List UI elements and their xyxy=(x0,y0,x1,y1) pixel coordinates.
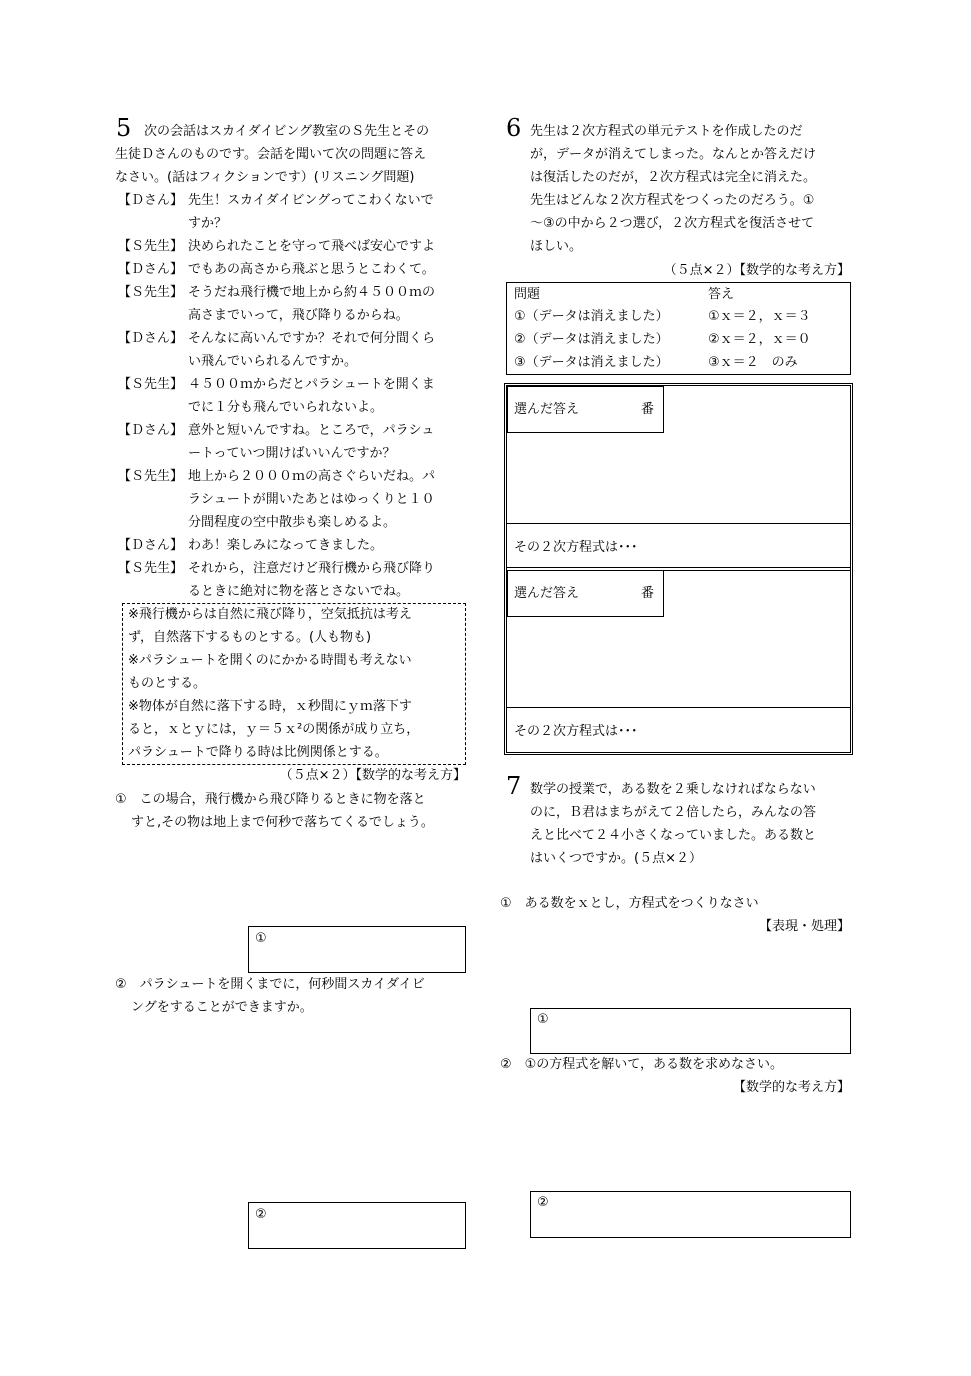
table-header-problem: 問題 xyxy=(514,287,541,302)
note-line: ず，自然落下するものとする。(人も物も) xyxy=(128,630,372,645)
answer-box-1[interactable] xyxy=(530,1008,851,1054)
speaker-label: 【Ｄさん】 xyxy=(118,193,184,208)
table-cell-answer: ③ｘ＝２ のみ xyxy=(708,355,798,370)
sub-question-2: ② ①の方程式を解いて，ある数を求めなさい。 xyxy=(500,1057,784,1072)
question-number: 7 xyxy=(506,772,522,800)
dialogue-line: 地上から２０００ｍの高さぐらいだね。パ xyxy=(188,469,436,484)
speaker-label: 【Ｄさん】 xyxy=(118,331,184,346)
dialogue-line: ４５００ｍからだとパラシュートを開くま xyxy=(188,377,435,392)
table-header-answer: 答え xyxy=(708,287,735,302)
table-cell-answer: ①ｘ＝２，ｘ＝３ xyxy=(708,309,811,324)
dialogue-line: そんなに高いんですか？それで何分間くら xyxy=(188,331,436,346)
dialogue-line: でに１分も飛んでいられないよ。 xyxy=(188,400,384,415)
question-text: 生徒Ｄさんのものです。会話を聞いて次の問題に答え xyxy=(115,147,426,162)
divider xyxy=(507,707,850,708)
note-line: ※パラシュートを開くのにかかる時間も考えない xyxy=(128,653,412,668)
note-line: ※物体が自然に落下する時，ｘ秒間にｙｍ落下す xyxy=(128,699,412,714)
speaker-label: 【Ｓ先生】 xyxy=(118,377,184,392)
question-text: 先生は２次方程式の単元テストを作成したのだ xyxy=(530,124,803,139)
equation-label: その２次方程式は･･･ xyxy=(514,540,638,555)
question-text: が，データが消えてしまった。なんとか答えだけ xyxy=(530,147,817,162)
note-line: ると，ｘとｙには，ｙ＝５ｘ²の関係が成り立ち， xyxy=(128,722,420,737)
question-text: 数学の授業で，ある数を２乗しなければならない xyxy=(530,782,816,797)
question-text: ほしい。 xyxy=(530,239,583,254)
answer-box-2[interactable] xyxy=(248,1202,466,1249)
note-line: パラシュートで降りる時は比例関係とする。 xyxy=(128,745,388,760)
speaker-label: 【Ｄさん】 xyxy=(118,423,184,438)
divider xyxy=(507,523,850,524)
question-text: 次の会話はスカイダイビング教室のＳ先生とその xyxy=(144,124,430,139)
choice-suffix: 番 xyxy=(641,586,655,601)
sub-question-1-tag: 【表現・処理】 xyxy=(758,919,850,934)
dialogue-line: るときに絶対に物を落とさないでね。 xyxy=(188,584,410,599)
answer-box-1[interactable] xyxy=(248,926,466,973)
table-cell-problem: ③（データは消えました） xyxy=(514,355,669,370)
choice-label: 選んだ答え xyxy=(514,586,580,601)
dialogue-line: 高さまでいって，飛び降りるからね。 xyxy=(188,308,409,323)
sub-question-2-tag: 【数学的な考え方】 xyxy=(732,1080,850,1095)
dialogue-line: それから，注意だけど飛行機から飛び降り xyxy=(188,561,436,576)
sub-question-1: ① この場合，飛行機から飛び降りるときに物を落と xyxy=(115,792,426,807)
dialogue-line: 分間程度の空中散歩も楽しめるよ。 xyxy=(188,515,397,530)
question-text: えと比べて２４小さくなっていました。ある数と xyxy=(530,828,817,843)
speaker-label: 【Ｓ先生】 xyxy=(118,561,184,576)
sub-question-1-cont: すと,その物は地上まで何秒で落ちてくるでしょう。 xyxy=(131,815,434,830)
table-cell-problem: ②（データは消えました） xyxy=(514,332,669,347)
question-text: は復活したのだが，２次方程式は完全に消えた。 xyxy=(530,170,817,185)
dialogue-line: 先生！スカイダイビングってこわくないで xyxy=(188,193,434,208)
dialogue-line: ラシュートが開いたあとはゆっくりと１０ xyxy=(188,492,435,507)
answer-box-label: ② xyxy=(255,1207,267,1222)
points-label: （５点×２）【数学的な考え方】 xyxy=(279,768,466,783)
speaker-label: 【Ｓ先生】 xyxy=(118,285,184,300)
question-text: ～③の中から２つ選び，２次方程式を復活させて xyxy=(530,216,815,231)
table-cell-answer: ②ｘ＝２，ｘ＝０ xyxy=(708,332,811,347)
speaker-label: 【Ｄさん】 xyxy=(118,538,184,553)
note-line: ものとする。 xyxy=(128,676,207,691)
speaker-label: 【Ｓ先生】 xyxy=(118,469,184,484)
answer-box-label: ② xyxy=(537,1195,549,1210)
choice-suffix: 番 xyxy=(641,402,655,417)
sub-question-2: ② パラシュートを開くまでに，何秒間スカイダイビ xyxy=(115,977,425,992)
question-number: 5 xyxy=(116,114,132,142)
dialogue-line: 決められたことを守って飛べば安心ですよ xyxy=(188,239,436,254)
choice-label: 選んだ答え xyxy=(514,402,580,417)
question-text: 先生はどんな２次方程式をつくったのだろう。① xyxy=(530,193,815,208)
question-text: はいくつですか。(５点×２） xyxy=(530,851,702,866)
question-number: 6 xyxy=(506,114,522,142)
equation-label: その２次方程式は･･･ xyxy=(514,724,638,739)
dialogue-line: ートっていつ開けばいいんですか？ xyxy=(188,446,396,461)
dialogue-line: でもあの高さから飛ぶと思うとこわくて。 xyxy=(188,262,435,277)
speaker-label: 【Ｓ先生】 xyxy=(118,239,184,254)
dialogue-line: そうだね飛行機で地上から約４５００ｍの xyxy=(188,285,436,300)
points-label: （５点×２）【数学的な考え方】 xyxy=(663,263,850,278)
question-text: のに，Ｂ君はまちがえて２倍したら，みんなの答 xyxy=(530,805,817,820)
sub-question-2-cont: ングをすることができますか。 xyxy=(131,1000,313,1015)
answer-box-label: ① xyxy=(255,931,267,946)
dialogue-line: 意外と短いんですね。ところで，パラシュ xyxy=(188,423,435,438)
question-text: なさい。(話はフィクションです）(リスニング問題) xyxy=(115,170,415,185)
dialogue-line: わあ！楽しみになってきました。 xyxy=(188,538,384,553)
table-cell-problem: ①（データは消えました） xyxy=(514,309,669,324)
answer-box-label: ① xyxy=(537,1012,549,1027)
note-line: ※飛行機からは自然に飛び降り，空気抵抗は考え xyxy=(128,607,412,622)
sub-question-1: ① ある数をｘとし，方程式をつくりなさい xyxy=(500,896,759,911)
answer-box-2[interactable] xyxy=(530,1191,851,1238)
dialogue-line: すか？ xyxy=(188,216,228,231)
speaker-label: 【Ｄさん】 xyxy=(118,262,184,277)
dialogue-line: い飛んでいられるんですか。 xyxy=(188,354,358,369)
